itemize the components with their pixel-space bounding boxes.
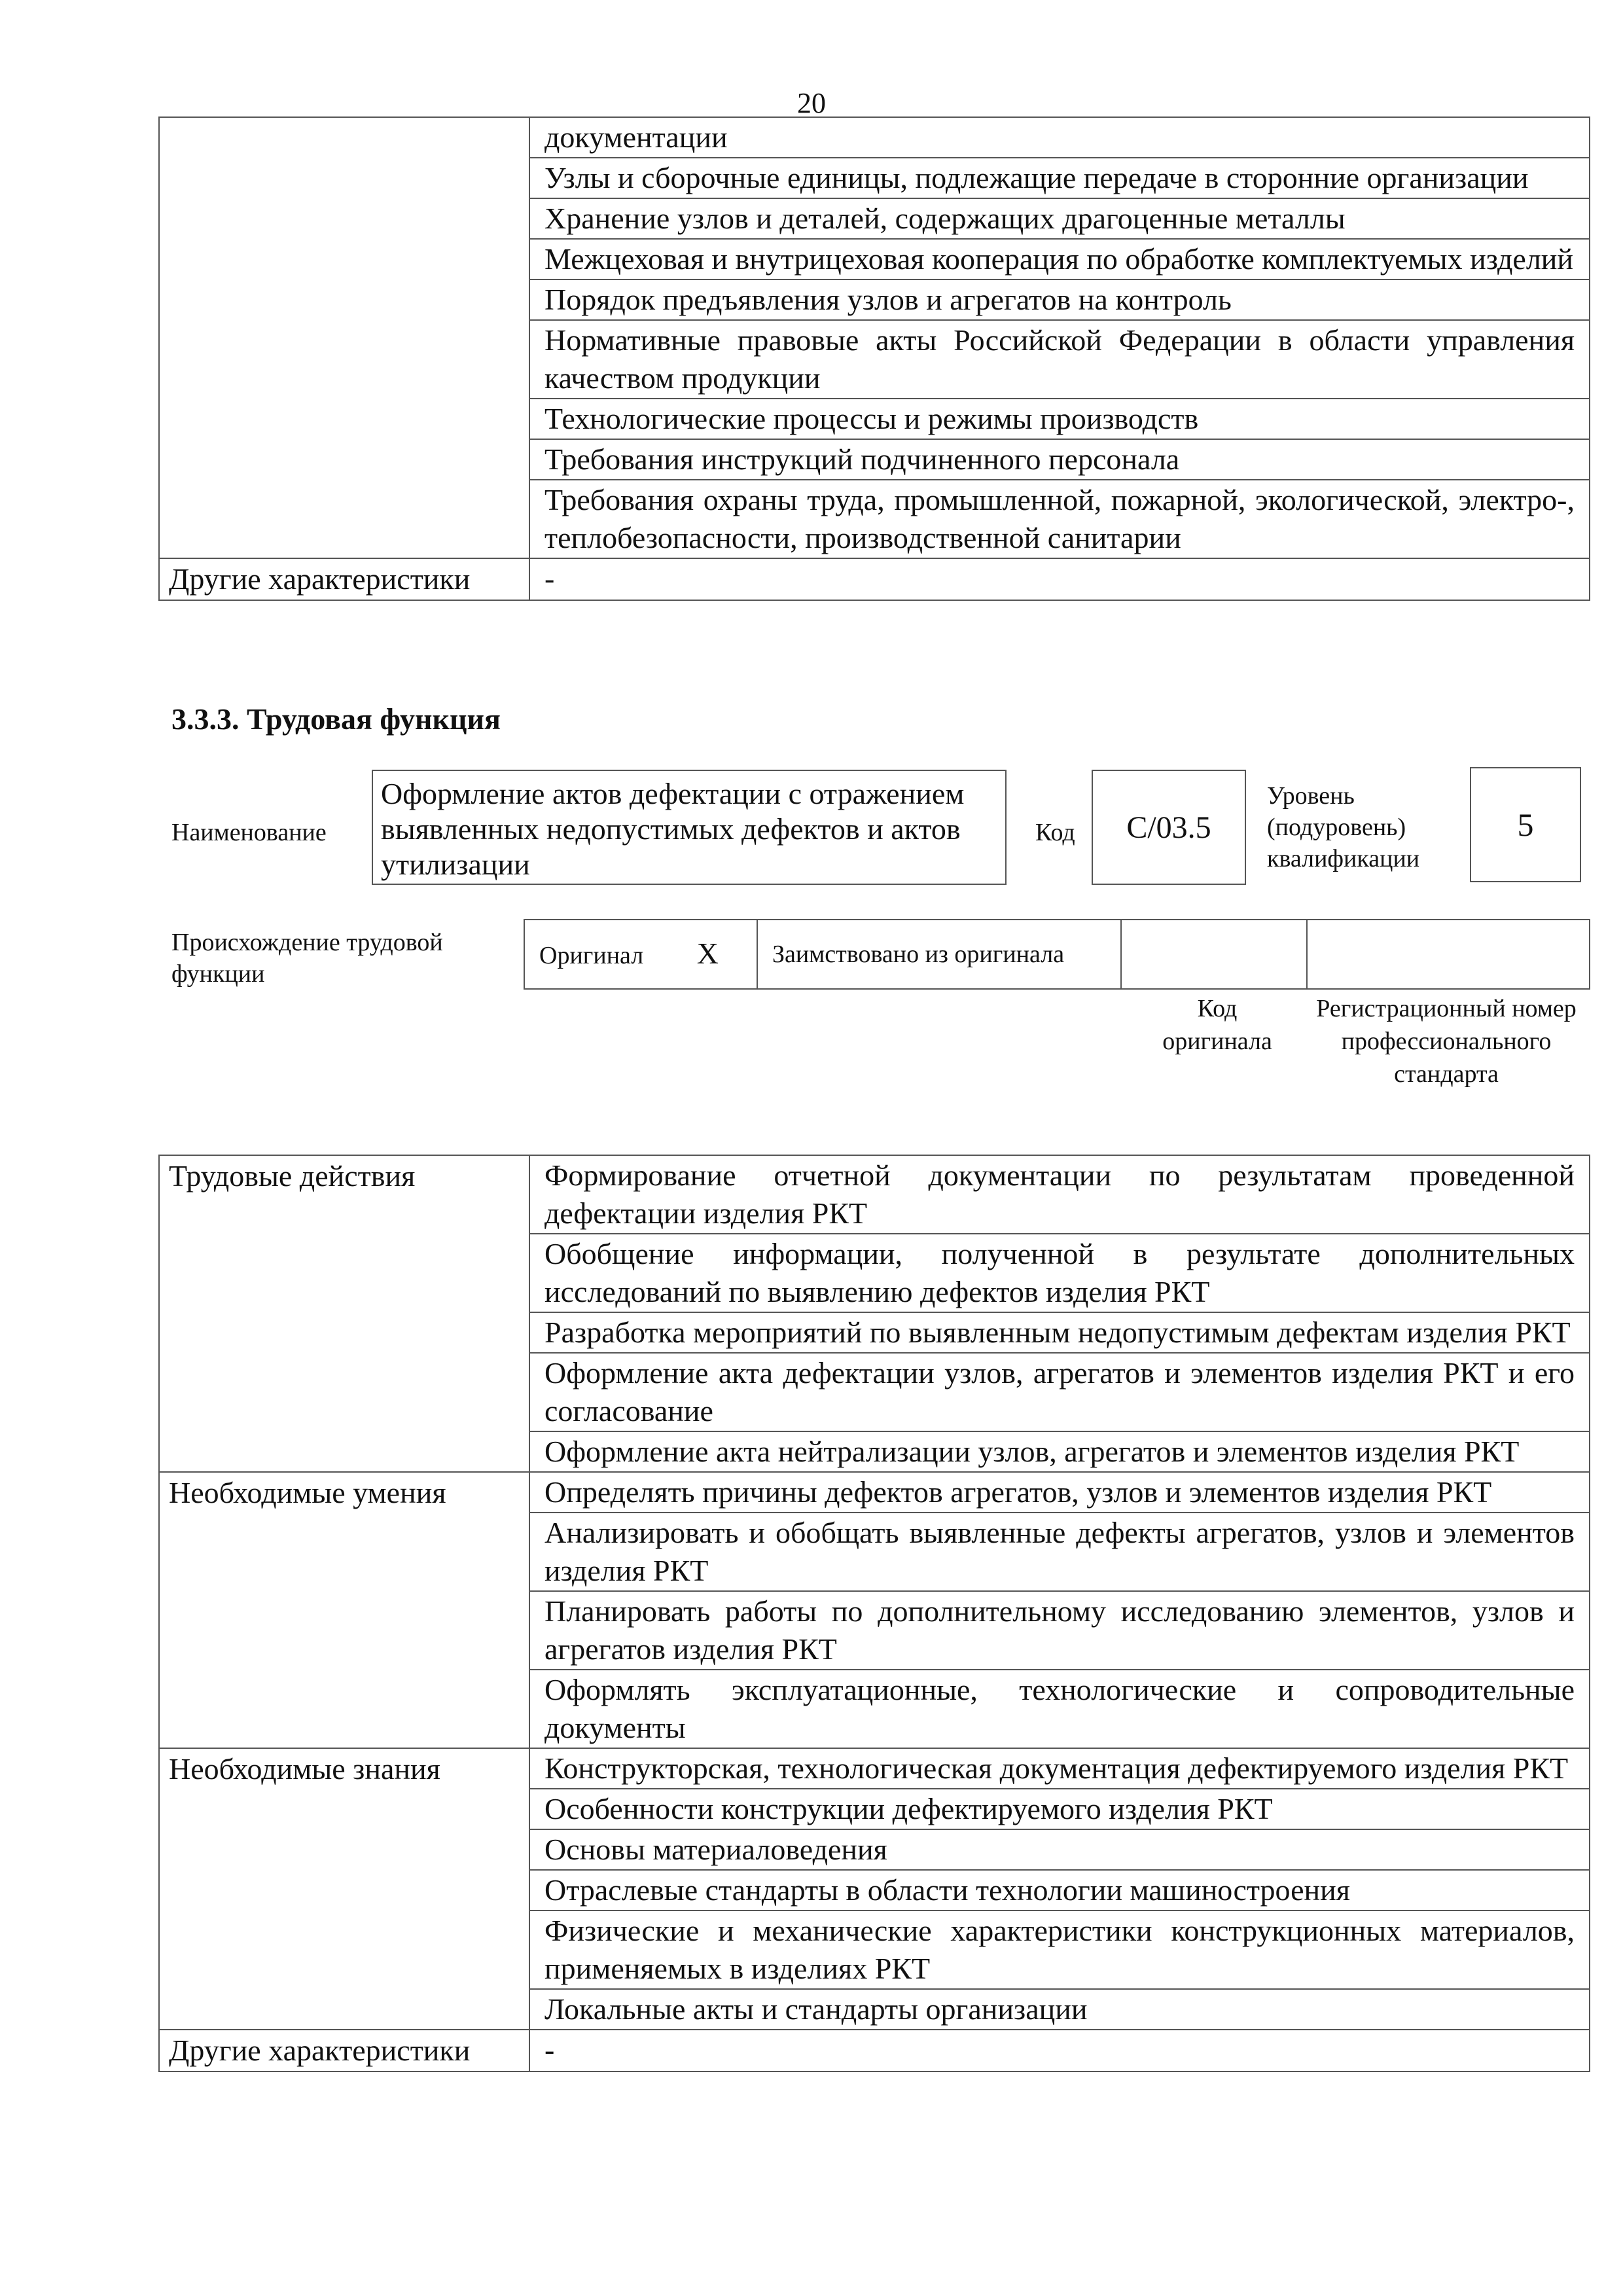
- table-cell: Нормативные правовые акты Российской Федерации в области управления качеством продукции: [529, 320, 1590, 399]
- name-value: Оформление актов дефектации с отражением выявленных недопустимых дефектов и актов утилизации: [381, 777, 965, 881]
- table-cell: Оформлять эксплуатационные, технологические и сопроводительные документы: [529, 1670, 1590, 1748]
- other-characteristics-label: Другие характеристики: [159, 558, 529, 600]
- table-row: [524, 920, 1590, 989]
- table-cell: Конструкторская, технологическая документация дефектируемого изделия РКТ: [529, 1748, 1590, 1789]
- borrowed-cell: [757, 920, 1121, 989]
- table-row: [159, 1748, 1590, 1789]
- original-mark: X: [696, 936, 719, 970]
- section-title: 3.3.3. Трудовая функция: [171, 702, 501, 736]
- page-number: 20: [797, 87, 826, 119]
- registration-number-caption: Регистрационный номер профессионального стандарта: [1316, 995, 1577, 1088]
- table-row: [159, 2030, 1590, 2072]
- table-cell: Порядок предъявления узлов и агрегатов на контроль: [529, 279, 1590, 320]
- group-label: Трудовые действия: [159, 1155, 529, 1472]
- group-label: Необходимые умения: [159, 1472, 529, 1748]
- origin-label: Происхождение трудовой функции: [171, 929, 443, 988]
- continued-label-cell: [159, 117, 529, 558]
- level-label: Уровень (подуровень) квалификации: [1267, 782, 1420, 872]
- table-cell: Обобщение информации, полученной в результате дополнительных исследований по выявлению дефектов изделия РКТ: [529, 1234, 1590, 1312]
- original-label: Оригинал: [539, 941, 644, 969]
- table-row: [159, 117, 1590, 158]
- code-box: [1092, 770, 1246, 885]
- other-characteristics-value: -: [529, 558, 1590, 600]
- table-cell: Требования инструкций подчиненного персонала: [529, 439, 1590, 480]
- table-cell: Оформление акта нейтрализации узлов, агрегатов и элементов изделия РКТ: [529, 1431, 1590, 1472]
- table-cell: Основы материаловедения: [529, 1829, 1590, 1870]
- table-cell: Определять причины дефектов агрегатов, узлов и элементов изделия РКТ: [529, 1472, 1590, 1513]
- table-cell: Требования охраны труда, промышленной, пожарной, экологической, электро-, теплобезопасности, производственной санитарии: [529, 480, 1590, 558]
- original-code-caption: Код оригинала: [1162, 995, 1272, 1055]
- table-cell: Анализировать и обобщать выявленные дефекты агрегатов, узлов и элементов изделия РКТ: [529, 1513, 1590, 1591]
- level-value: 5: [1517, 806, 1534, 843]
- table-row: [159, 1155, 1590, 1234]
- table-cell: Планировать работы по дополнительному исследованию элементов, узлов и агрегатов изделия РКТ: [529, 1591, 1590, 1670]
- table-cell: документации: [529, 117, 1590, 158]
- origin-table: [524, 919, 1590, 990]
- registration-number-cell: [1307, 920, 1590, 989]
- original-cell: [524, 920, 757, 989]
- top-table: [158, 117, 1590, 601]
- borrowed-label: Заимствовано из оригинала: [772, 941, 1065, 968]
- main-table: [158, 1155, 1590, 2072]
- table-cell: Разработка мероприятий по выявленным недопустимым дефектам изделия РКТ: [529, 1312, 1590, 1353]
- table-cell: Отраслевые стандарты в области технологии машиностроения: [529, 1870, 1590, 1910]
- code-value: C/03.5: [1126, 810, 1211, 845]
- table-cell: Узлы и сборочные единицы, подлежащие передаче в сторонние организации: [529, 158, 1590, 198]
- name-label: Наименование: [171, 819, 327, 846]
- other-characteristics-label: Другие характеристики: [159, 2030, 529, 2072]
- table-cell: Межцеховая и внутрицеховая кооперация по обработке комплектуемых изделий: [529, 239, 1590, 279]
- table-cell: Хранение узлов и деталей, содержащих драгоценные металлы: [529, 198, 1590, 239]
- table-cell: Оформление акта дефектации узлов, агрегатов и элементов изделия РКТ и его согласование: [529, 1353, 1590, 1431]
- level-box: [1470, 767, 1581, 882]
- original-code-cell: [1121, 920, 1307, 989]
- table-row: [159, 1472, 1590, 1513]
- code-label: Код: [1035, 819, 1075, 846]
- table-cell: Локальные акты и стандарты организации: [529, 1989, 1590, 2030]
- other-characteristics-value: -: [529, 2030, 1590, 2072]
- table-row: [159, 558, 1590, 600]
- name-box: [372, 770, 1007, 885]
- table-cell: Технологические процессы и режимы производств: [529, 399, 1590, 439]
- table-cell: Физические и механические характеристики конструкционных материалов, применяемых в изделиях РКТ: [529, 1910, 1590, 1989]
- table-cell: Формирование отчетной документации по результатам проведенной дефектации изделия РКТ: [529, 1155, 1590, 1234]
- group-label: Необходимые знания: [159, 1748, 529, 2030]
- table-cell: Особенности конструкции дефектируемого изделия РКТ: [529, 1789, 1590, 1829]
